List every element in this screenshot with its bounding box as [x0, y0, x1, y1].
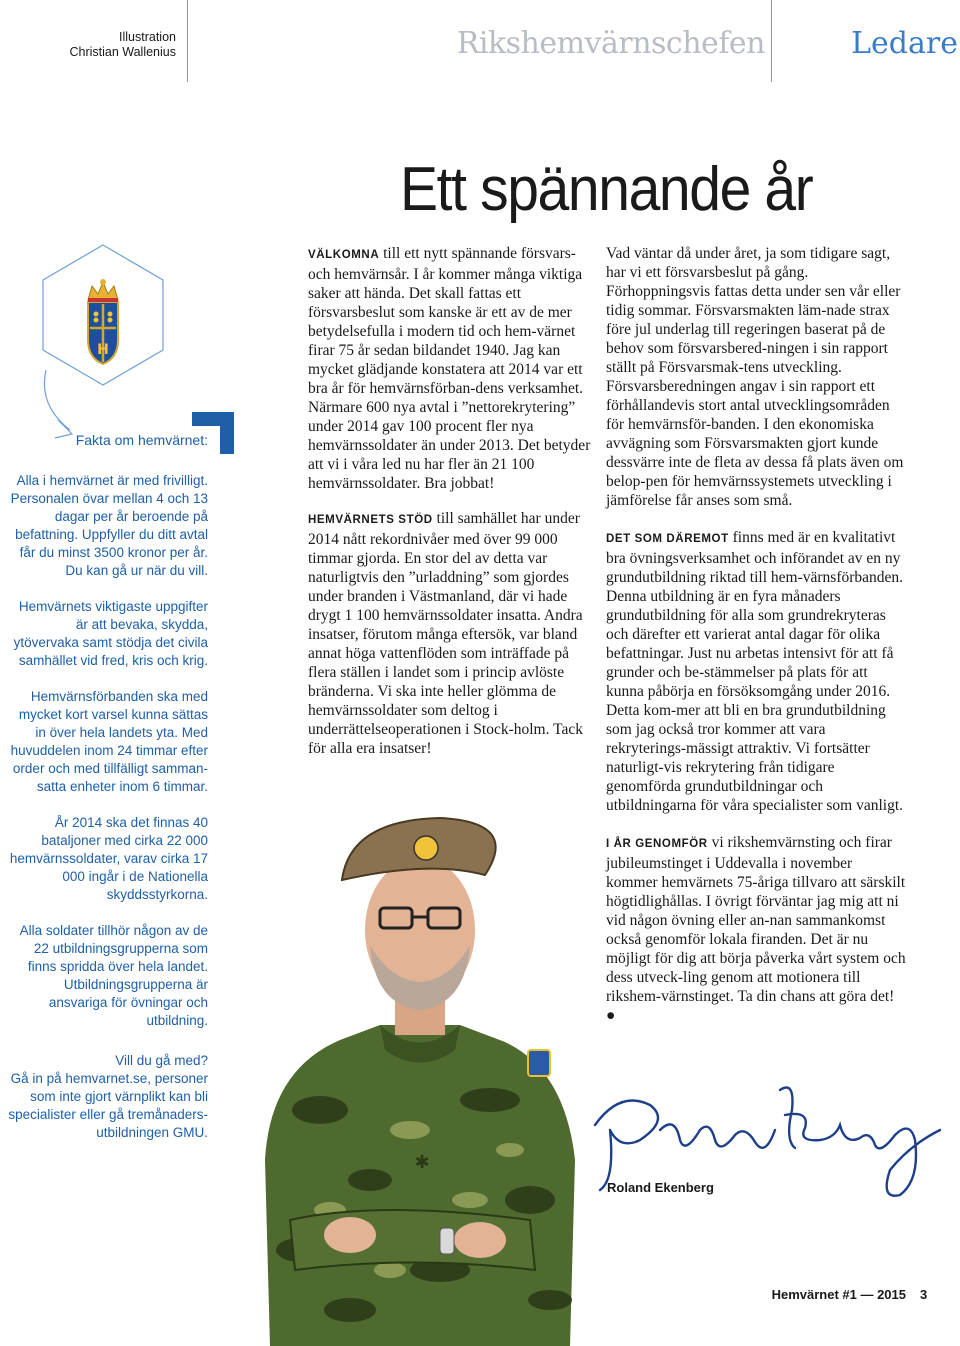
header-divider-right — [771, 0, 772, 82]
sidebar-paragraph: Hemvärnets viktigaste uppgifter är att bevaka, skydda, ytövervaka samt stödja det civila samhället vid fred, kris och krig. — [13, 599, 208, 668]
sidebar-cta-text: Gå in på hemvarnet.se, personer som inte gjort värnplikt kan bli specialister eller gå tremånaders-utbildningen GMU. — [8, 1071, 208, 1140]
watch-icon — [440, 1228, 454, 1254]
sidebar-paragraph: Alla i hemvärnet är med frivilligt. Personalen övar mellan 4 och 13 dagar per år beroende på befattning. Uppfyller du ditt avtal får du minst 3500 kronor per år. Du kan gå ur när du vill. — [10, 473, 208, 578]
section-title: Rikshemvärnschefen — [456, 26, 765, 61]
rank-star-icon: ✱ — [414, 1152, 430, 1173]
paragraph-text: vi rikshemvärnsting och firar jubileumstinget i Uddevalla i november kommer hemvärnets 75-åriga tillvaro att särskilt högtidlighållas. I övrigt förväntar jag mig att ni vid någon övning eller an-nan sammankomst också genomför lokala firanden. Det är nu möjligt för dig att börja påverka vårt system och dess utveck-ling genom att motionera till rikshem-värnstinget. Ta din chans att göra det! — [606, 834, 906, 1005]
right-hand — [454, 1222, 506, 1258]
paragraph-text: Vad väntar då under året, ja som tidigare sagt, har vi ett försvarsbeslut på gång. Förhoppningsvis fattas detta under sen vår eller tidig sommar. Försvarsmakten läm-nade strax före jul underlag till regeringen baserat på de behov som försvarsbered-ningen i sin rapport ställt på Försvarsmak-tens utveckling. Försvarsberedningen angav i sin rapport ett förhållandevis stort antal utvecklingsområden för hemvärnsför-banden. I den ekonomiska avvägning som Försvarsmakten gjort kunde dessvärre inte de fleta av dessa få plats även om belop-pen för hemvärnssystemets utveckling i jämförelse får anses som små. — [606, 245, 904, 509]
soldier-illustration — [230, 800, 610, 1346]
svg-text:H: H — [97, 342, 109, 358]
illustration-credit — [20, 30, 176, 60]
header-divider-left — [187, 0, 188, 82]
sidebar-title: Fakta om hemvärnet: — [75, 432, 208, 448]
sidebar-paragraph: Alla soldater tillhör någon av de 22 utbildningsgrupperna som finns spridda över hela landet. Utbildningsgrupperna är ansvariga för övningar och utbildning. — [19, 923, 208, 1028]
sidebar-paragraph: År 2014 ska det finnas 40 bataljoner med cirka 22 000 hemvärnssoldater, varav cirka 17 000 ingår i de Nationella skyddsstyrkorna. — [9, 815, 208, 902]
credit-label: Illustration — [119, 30, 176, 44]
sidebar-facts — [8, 472, 208, 1142]
sidebar-paragraph: Hemvärnsförbanden ska med mycket kort varsel kunna sättas in över hela landets yta. Med huvuddelen inom 24 timmar efter order och med tillfälligt samman-satta enheter inom 6 timmar. — [10, 689, 208, 794]
paragraph-text: finns med är en kvalitativt bra övningsverksamhet och införandet av en ny grundutbildning riktad till hem-värnsförbanden. Denna utbildning är en fyra månaders grundutbildning för alla som grundrekryteras och därefter ett varierat antal dagar för olika befattningar. Just nu arbetas intensivt för att få grunder och be-stämmelser på plats för att kunna påbörja en försöksomgång under 2016. Detta kom-mer att bli en bra grundutbildning som jag också tror kommer att vara rekryterings-mässigt attraktiv. Vi fortsätter naturligt-vis rekrytering från tidigare genomförda grundutbildningar och utbildningarna för våra specialister som vanligt. — [606, 529, 904, 814]
paragraph-lead: VÄLKOMNA — [308, 249, 380, 261]
left-hand — [324, 1217, 376, 1253]
paragraph-lead: I ÅR GENOMFÖR — [606, 838, 708, 850]
headline: Ett spännande år — [400, 155, 813, 224]
page-number: 3 — [920, 1287, 928, 1302]
arrow-curve — [44, 370, 70, 430]
article-column-2 — [606, 244, 906, 1037]
credit-name: Christian Wallenius — [69, 45, 176, 59]
shoulder-patch-icon — [528, 1050, 550, 1076]
paragraph-text: till ett nytt spännande försvars- och hemvärnsår. I år kommer många viktiga saker att hända. Det skall fattas ett försvarsbeslut som kanske är ett av de mer betydelsefulla i modern tid och hem-värnet firar 75 år sedan bildandet 1940. Jag kan mycket glädjande konstatera att 2014 var ett bra år för hemvärnsförban-dens verksamhet. Närmare 600 nya avtal i ”nettorekrytering” under 2014 gav 100 procent fler nya hemvärnssoldater än under 2013. Det betyder att vi i våra led nu har fler än 21 100 hemvärnssoldater. Bra jobbat! — [308, 245, 591, 492]
article-column-1 — [308, 244, 598, 770]
end-mark-icon: ● — [606, 1007, 616, 1024]
sidebar-cta-question: Vill du gå med? — [115, 1053, 208, 1068]
paragraph-lead: HEMVÄRNETS STÖD — [308, 514, 433, 526]
beret-badge-icon — [414, 836, 438, 860]
paragraph-text: till samhället har under 2014 nått rekordnivåer med över 99 000 timmar gjorda. En stor del av detta var naturligtvis den ”urladdning” som gjordes under branden i Västmanland, där vi hade drygt 1 100 hemvärnssoldater insatta. Andra insatser, förutom många eftersök, var bland annat höga vattenflöden som inträffade på flera ställen i landet som i princip avlöste bränderna. Vi ska inte heller glömma de hemvärnssoldater som deltog i underrättelseoperationen i Stock-holm. Tack för alla era insatser! — [308, 510, 583, 757]
magazine-issue: Hemvärnet #1 — 2015 — [771, 1287, 906, 1302]
paragraph-lead: DET SOM DÄREMOT — [606, 533, 729, 545]
signature-name: Roland Ekenberg — [607, 1180, 714, 1195]
category-title: Ledare — [851, 26, 958, 61]
coat-of-arms-icon — [88, 279, 118, 364]
